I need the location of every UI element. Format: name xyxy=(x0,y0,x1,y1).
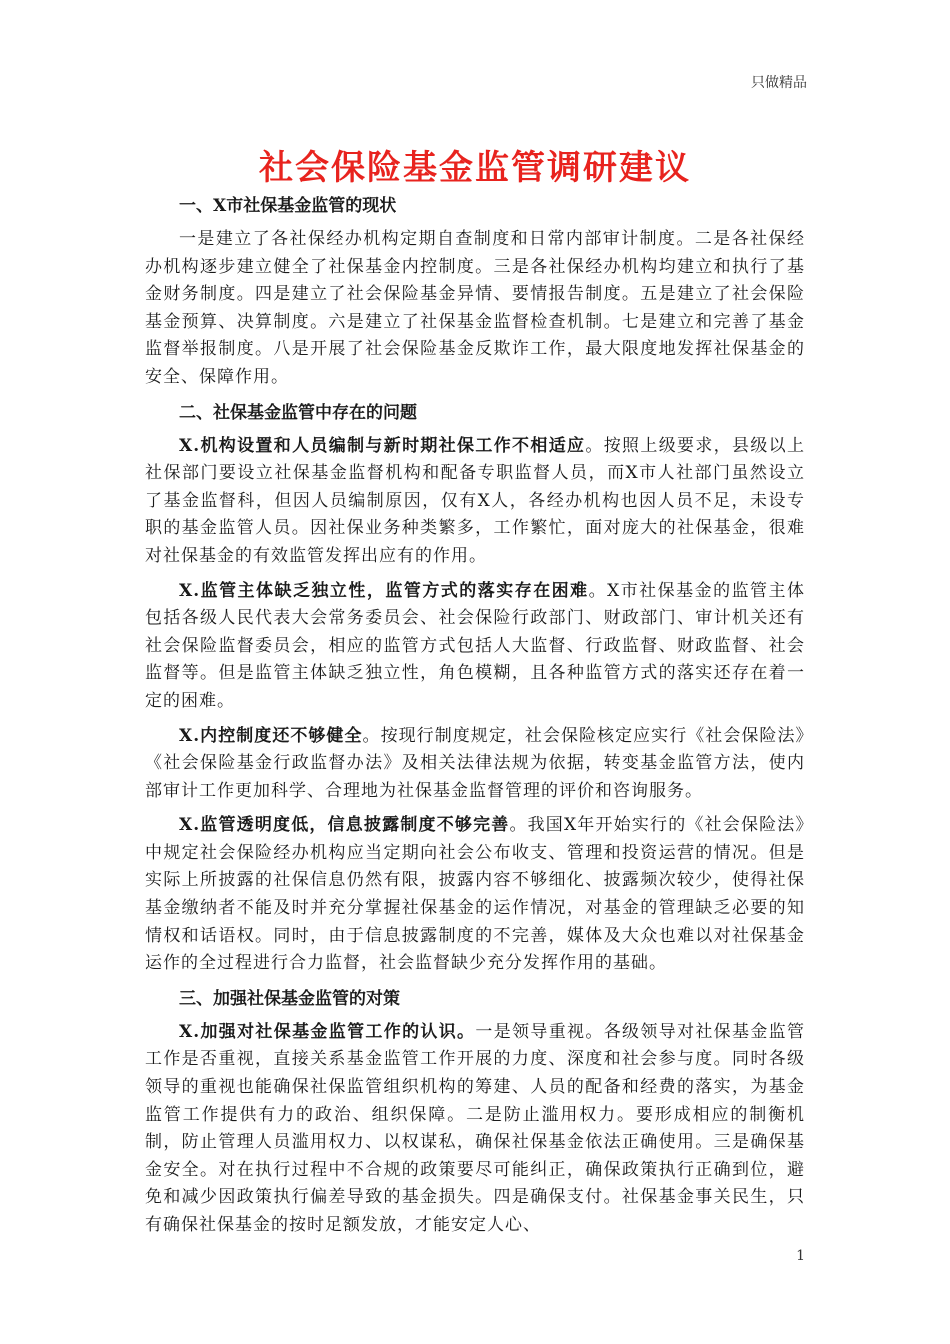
paragraph-1-text: 一是建立了各社保经办机构定期自查制度和日常内部审计制度。二是各社保经办机构逐步建立健全了社保基金内控制度。三是各社保经办机构均建立和执行了基金财务制度。四是建立了社会保险基金异情、要情报告制度。五是建立了社会保险基金预算、决算制度。六是建立了社保基金监督检查机制。七是建立和完善了基金监督举报制度。八是开展了社会保险基金反欺诈工作，最大限度地发挥社保基金的安全、保障作用。 xyxy=(145,229,805,387)
paragraph-6 xyxy=(145,1019,805,1240)
section-heading-2: 二、社保基金监管中存在的问题 xyxy=(179,402,417,423)
section-heading-1: 一、X市社保基金监管的现状 xyxy=(179,196,397,216)
paragraph-3 xyxy=(145,578,805,716)
header-tag: 只做精品 xyxy=(751,75,807,91)
section-heading-3: 三、加强社保基金监管的对策 xyxy=(179,988,400,1009)
paragraph-6-lead: X.加强对社保基金监管工作的认识。 xyxy=(179,1021,476,1042)
paragraph-5 xyxy=(145,812,805,978)
paragraph-2-lead: X.机构设置和人员编制与新时期社保工作不相适应 xyxy=(179,435,586,456)
paragraph-5-text: 。我国X年开始实行的《社会保险法》中规定社会保险经办机构应当定期向社会公布收支、管理和投资运营的情况。但是实际上所披露的社保信息仍然有限，披露内容不够细化、披露频次较少，使得社保基金缴纳者不能及时并充分掌握社保基金的运作情况，对基金的管理缺乏必要的知情权和话语权。同时，由于信息披露制度的不完善，媒体及大众也难以对社保基金运作的全过程进行合力监督，社会监督缺少充分发挥作用的基础。 xyxy=(145,815,805,974)
page-number: 1 xyxy=(796,1248,805,1264)
paragraph-6-text: 一是领导重视。各级领导对社保基金监管工作是否重视，直接关系基金监管工作开展的力度、深度和社会参与度。同时各级领导的重视也能确保社保监管组织机构的筹建、人员的配备和经费的落实，为基金监管工作提供有力的政治、组织保障。二是防止滥用权力。要形成相应的制衡机制，防止管理人员滥用权力、以权谋私，确保社保基金依法正确使用。三是确保基金安全。对在执行过程中不合规的政策要尽可能纠正，确保政策执行正确到位，避免和减少因政策执行偏差导致的基金损失。四是确保支付。社保基金事关民生，只有确保社保基金的按时足额发放，才能安定人心、 xyxy=(145,1021,806,1235)
paragraph-1 xyxy=(145,226,805,392)
paragraph-3-text: 。X市社保基金的监管主体包括各级人民代表大会常务委员会、社会保险行政部门、财政部门、审计机关还有社会保险监督委员会，相应的监管方式包括人大监督、行政监督、财政监督、社会监督等。但是监管主体缺乏独立性，角色模糊，且各种监管方式的落实还存在着一定的困难。 xyxy=(145,580,806,711)
paragraph-3-lead: X.监管主体缺乏独立性，监管方式的落实存在困难 xyxy=(179,580,589,601)
paragraph-5-lead: X.监管透明度低，信息披露制度不够完善 xyxy=(179,815,510,836)
paragraph-4 xyxy=(145,723,805,806)
paragraph-2 xyxy=(145,433,805,571)
paragraph-4-lead: X.内控制度还不够健全 xyxy=(179,725,363,746)
paragraph-2-text: 。按照上级要求，县级以上社保部门要设立社保基金监督机构和配备专职监督人员，而X市人社部门虽然设立了基金监督科，但因人员编制原因，仅有X人，各经办机构也因人员不足，未设专职的基金监管人员。因社保业务种类繁多，工作繁忙，面对庞大的社保基金，很难对社保基金的有效监管发挥出应有的作用。 xyxy=(145,435,806,566)
document-title: 社会保险基金监管调研建议 xyxy=(259,148,691,188)
document-body xyxy=(145,192,805,1247)
paragraph-4-text: 。按现行制度规定，社会保险核定应实行《社会保险法》《社会保险基金行政监督办法》及相关法律法规为依据，转变基金监管方法，使内部审计工作更加科学、合理地为社保基金监督管理的评价和咨询服务。 xyxy=(145,725,806,801)
